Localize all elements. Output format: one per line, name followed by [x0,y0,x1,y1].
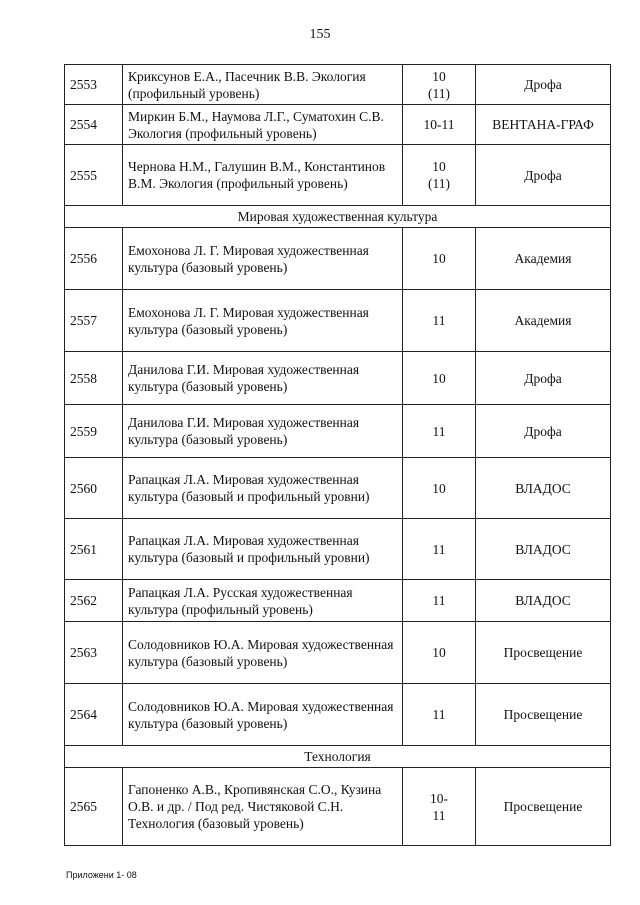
publisher: Просвещение [476,768,611,846]
section-title: Технология [65,746,611,768]
publisher: ВЕНТАНА-ГРАФ [476,105,611,145]
section-header-row [65,746,611,768]
row-number: 2556 [65,228,123,290]
publisher: ВЛАДОС [476,519,611,580]
row-number: 2563 [65,622,123,684]
publisher: Дрофа [476,65,611,105]
book-title: Рапацкая Л.А. Мировая художественная культура (базовый и профильный уровни) [123,458,403,519]
table-row [65,228,611,290]
grade-level: 10 [403,458,476,519]
page-number: 155 [309,27,331,42]
book-title: Солодовников Ю.А. Мировая художественная культура (базовый уровень) [123,622,403,684]
table-row [65,458,611,519]
book-title: Рапацкая Л.А. Мировая художественная культура (базовый и профильный уровни) [123,519,403,580]
table-row [65,405,611,458]
grade-level: 10 [403,622,476,684]
table-row [65,580,611,622]
row-number: 2562 [65,580,123,622]
table-row [65,105,611,145]
table-row [65,684,611,746]
publisher: ВЛАДОС [476,580,611,622]
grade-level: 11 [403,405,476,458]
table-row [65,768,611,846]
row-number: 2557 [65,290,123,352]
row-number: 2553 [65,65,123,105]
grade-level: 11 [403,580,476,622]
book-title: Емохонова Л. Г. Мировая художественная культура (базовый уровень) [123,228,403,290]
row-number: 2554 [65,105,123,145]
table-row [65,65,611,105]
row-number: 2555 [65,145,123,206]
grade-level: 10 [403,228,476,290]
table-row [65,519,611,580]
row-number: 2565 [65,768,123,846]
publisher: Академия [476,290,611,352]
book-title: Данилова Г.И. Мировая художественная культура (базовый уровень) [123,405,403,458]
footer-note: Приложени 1- 08 [66,870,137,880]
grade-level: 10-11 [403,105,476,145]
table-row [65,622,611,684]
row-number: 2559 [65,405,123,458]
grade-level: 10 (11) [403,65,476,105]
table-row [65,290,611,352]
section-title: Мировая художественная культура [65,206,611,228]
book-title: Солодовников Ю.А. Мировая художественная культура (базовый уровень) [123,684,403,746]
grade-level: 10 (11) [403,145,476,206]
book-title: Емохонова Л. Г. Мировая художественная культура (базовый уровень) [123,290,403,352]
table-row [65,145,611,206]
publisher: Дрофа [476,352,611,405]
book-title: Гапоненко А.В., Кропивянская С.О., Кузина О.В. и др. / Под ред. Чистяковой С.Н. Технология (базовый уровень) [123,768,403,846]
book-title: Миркин Б.М., Наумова Л.Г., Суматохин С.В. Экология (профильный уровень) [123,105,403,145]
row-number: 2561 [65,519,123,580]
book-title: Данилова Г.И. Мировая художественная культура (базовый уровень) [123,352,403,405]
row-number: 2564 [65,684,123,746]
book-title: Рапацкая Л.А. Русская художественная культура (профильный уровень) [123,580,403,622]
grade-level: 11 [403,684,476,746]
row-number: 2560 [65,458,123,519]
section-header-row [65,206,611,228]
book-title: Чернова Н.М., Галушин В.М., Константинов В.М. Экология (профильный уровень) [123,145,403,206]
grade-level: 11 [403,519,476,580]
grade-level: 10 [403,352,476,405]
grade-level: 10- 11 [403,768,476,846]
table-body [65,65,611,846]
grade-level: 11 [403,290,476,352]
table-row [65,352,611,405]
publisher: Просвещение [476,622,611,684]
publisher: ВЛАДОС [476,458,611,519]
publisher: Просвещение [476,684,611,746]
book-title: Криксунов Е.А., Пасечник В.В. Экология (профильный уровень) [123,65,403,105]
textbook-table [64,64,611,846]
publisher: Дрофа [476,145,611,206]
publisher: Академия [476,228,611,290]
row-number: 2558 [65,352,123,405]
publisher: Дрофа [476,405,611,458]
